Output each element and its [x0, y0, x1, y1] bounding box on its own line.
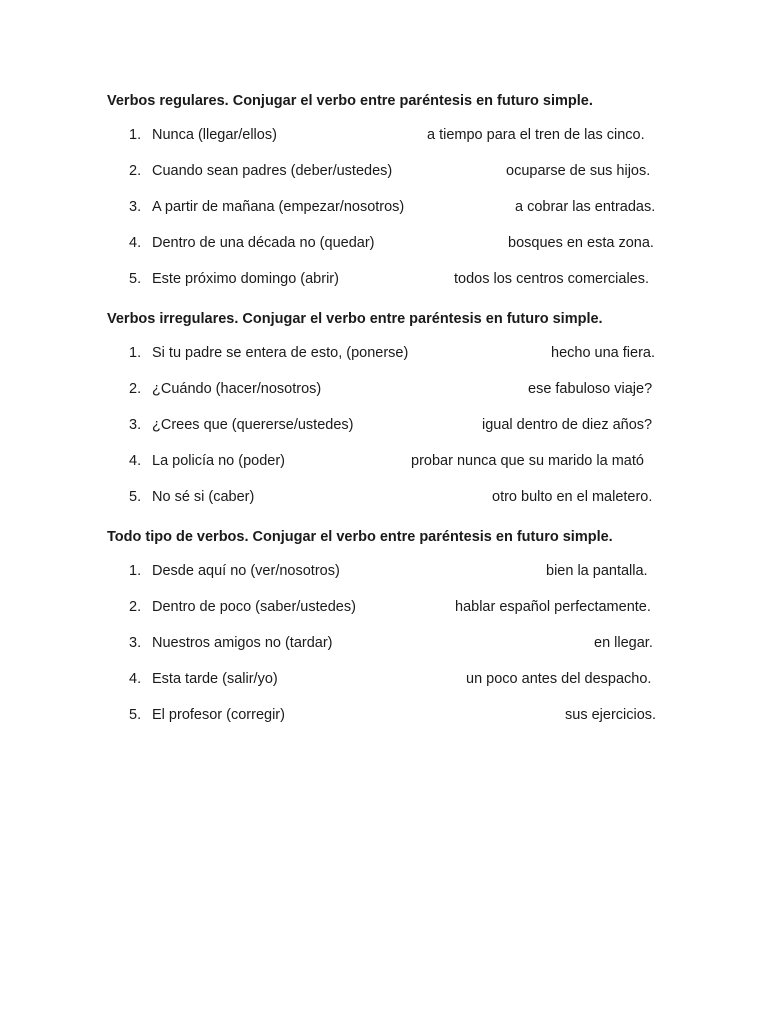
- item-completion: ese fabuloso viaje?: [528, 381, 653, 397]
- item-prompt: Esta tarde (salir/yo): [152, 671, 278, 687]
- item-number: 4.: [129, 235, 142, 251]
- exercise-item: [107, 344, 663, 380]
- item-prompt: Dentro de una década no (quedar): [152, 235, 375, 251]
- item-prompt: ¿Crees que (quererse/ustedes): [152, 417, 354, 433]
- item-completion: bosques en esta zona.: [508, 235, 654, 251]
- exercise-item: [107, 126, 663, 162]
- item-number: 4.: [129, 671, 142, 687]
- item-completion: ocuparse de sus hijos.: [506, 163, 651, 179]
- item-prompt: Nunca (llegar/ellos): [152, 127, 277, 143]
- item-prompt: Si tu padre se entera de esto, (ponerse): [152, 345, 409, 361]
- exercise-item: [107, 670, 663, 706]
- section-title: Todo tipo de verbos. Conjugar el verbo entre paréntesis en futuro simple.: [107, 529, 613, 545]
- exercise-item: [107, 234, 663, 270]
- item-completion: otro bulto en el maletero.: [492, 489, 653, 505]
- section-title: Verbos regulares. Conjugar el verbo entre paréntesis en futuro simple.: [107, 93, 593, 109]
- item-completion: sus ejercicios.: [565, 707, 657, 723]
- exercise-item: [107, 634, 663, 670]
- item-number: 4.: [129, 453, 142, 469]
- item-completion: un poco antes del despacho.: [466, 671, 652, 687]
- exercise-item: [107, 562, 663, 598]
- item-prompt: ¿Cuándo (hacer/nosotros): [152, 381, 322, 397]
- item-prompt: Dentro de poco (saber/ustedes): [152, 599, 356, 615]
- item-prompt: Nuestros amigos no (tardar): [152, 635, 333, 651]
- item-completion: a cobrar las entradas.: [515, 199, 656, 215]
- exercise-list: [107, 126, 663, 306]
- section-title: Verbos irregulares. Conjugar el verbo entre paréntesis en futuro simple.: [107, 311, 603, 327]
- item-completion: hecho una fiera.: [551, 345, 655, 361]
- item-number: 2.: [129, 163, 142, 179]
- item-prompt: Este próximo domingo (abrir): [152, 271, 339, 287]
- item-completion: bien la pantalla.: [546, 563, 648, 579]
- item-completion: en llegar.: [594, 635, 653, 651]
- item-prompt: A partir de mañana (empezar/nosotros): [152, 199, 405, 215]
- exercise-item: [107, 452, 663, 488]
- item-number: 3.: [129, 635, 142, 651]
- exercise-list: [107, 344, 663, 524]
- exercise-item: [107, 488, 663, 524]
- worksheet-content: [107, 90, 663, 744]
- item-prompt: No sé si (caber): [152, 489, 255, 505]
- item-number: 3.: [129, 199, 142, 215]
- item-number: 5.: [129, 271, 142, 287]
- exercise-item: [107, 198, 663, 234]
- exercise-item: [107, 162, 663, 198]
- item-number: 2.: [129, 599, 142, 615]
- item-number: 1.: [129, 127, 142, 143]
- item-number: 1.: [129, 563, 142, 579]
- exercise-list: [107, 562, 663, 742]
- item-completion: todos los centros comerciales.: [454, 271, 650, 287]
- item-prompt: El profesor (corregir): [152, 707, 285, 723]
- section-all-verbs: [107, 526, 663, 742]
- item-number: 1.: [129, 345, 142, 361]
- item-number: 5.: [129, 489, 142, 505]
- section-irregular-verbs: [107, 308, 663, 524]
- exercise-item: [107, 706, 663, 742]
- item-completion: a tiempo para el tren de las cinco.: [427, 127, 645, 143]
- item-prompt: La policía no (poder): [152, 453, 285, 469]
- exercise-item: [107, 270, 663, 306]
- item-prompt: Desde aquí no (ver/nosotros): [152, 563, 340, 579]
- item-prompt: Cuando sean padres (deber/ustedes): [152, 163, 393, 179]
- exercise-item: [107, 598, 663, 634]
- exercise-item: [107, 416, 663, 452]
- item-number: 5.: [129, 707, 142, 723]
- item-completion: igual dentro de diez años?: [482, 417, 653, 433]
- item-completion: hablar español perfectamente.: [455, 599, 651, 615]
- item-number: 2.: [129, 381, 142, 397]
- exercise-item: [107, 380, 663, 416]
- item-number: 3.: [129, 417, 142, 433]
- item-completion: probar nunca que su marido la mató: [411, 453, 644, 469]
- section-regular-verbs: [107, 90, 663, 306]
